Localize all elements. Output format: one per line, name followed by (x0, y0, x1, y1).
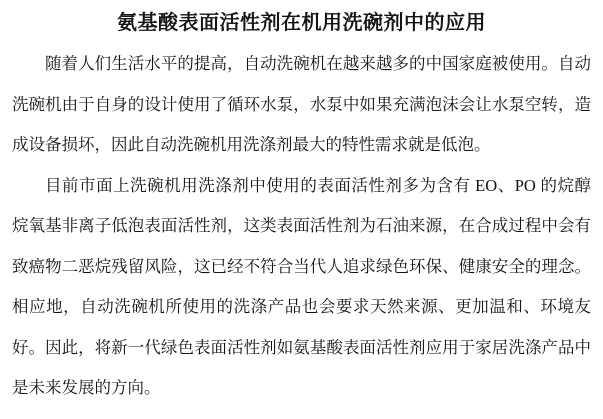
document-title: 氨基酸表面活性剂在机用洗碗剂中的应用 (117, 12, 486, 34)
paragraph-1: 随着人们生活水平的提高，自动洗碗机在越来越多的中国家庭被使用。自动洗碗机由于自身的设计使用了循环水泵，水泵中如果充满泡沫会让水泵空转，造成设备损坏，因此自动洗碗机用洗涤剂最大的特性需求就是低泡。 (12, 54, 591, 154)
document-body (12, 44, 591, 409)
paragraph-2: 目前市面上洗碗机用洗涤剂中使用的表面活性剂多为含有 EO、PO 的烷醇烷氧基非离子低泡表面活性剂，这类表面活性剂为石油来源，在合成过程中会有致癌物二恶烷残留风险，这已经不符合当代人追求绿色环保、健康安全的理念。相应地，自动洗碗机所使用的洗涤产品也会要求天然来源、更加温和、环境友好。因此，将新一代绿色表面活性剂如氨基酸表面活性剂应用于家居洗涤产品中是未来发展的方向。 (12, 175, 591, 397)
